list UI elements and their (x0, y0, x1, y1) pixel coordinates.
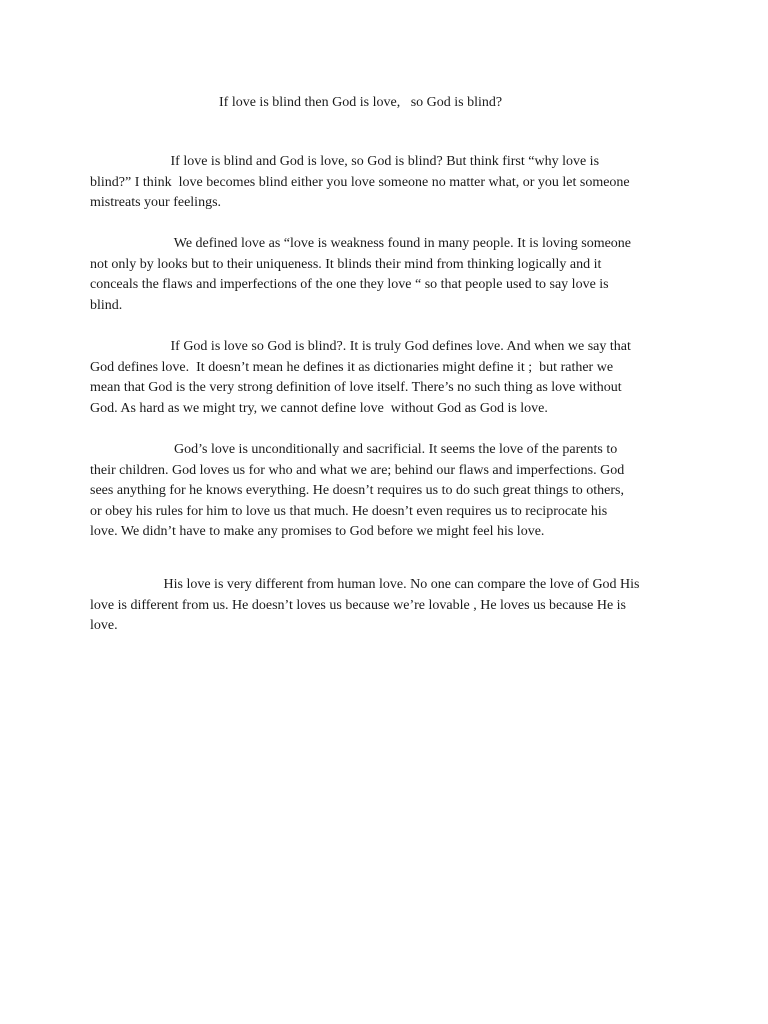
text-line: mistreats your feelings. (90, 195, 222, 211)
text-line: mean that God is the very strong definition of love itself. There’s no such thing as love without (90, 380, 622, 396)
text-line: God defines love. It doesn’t mean he defines it as dictionaries might define it ; but rather we (90, 359, 614, 375)
document-title: If love is blind then God is love, so God is blind? (219, 95, 503, 110)
text-line: If love is blind and God is love, so God is blind? But think first “why love is (90, 154, 600, 169)
text-line: blind?” I think love becomes blind either you love someone no matter what, or you let someone (90, 174, 630, 190)
text-line: conceals the flaws and imperfections of the one they love “ so that people used to say love is (90, 277, 609, 293)
text-line: We defined love as “love is weakness found in many people. It is loving someone (90, 236, 632, 251)
text-line: their children. God loves us for who and what we are; behind our flaws and imperfections. God (90, 462, 625, 478)
text-line: blind. (90, 297, 123, 313)
text-line: love. (90, 618, 118, 634)
paragraph-4 (90, 440, 680, 543)
text-line: If God is love so God is blind?. It is truly God defines love. And when we say that (90, 339, 631, 354)
text-line: love. We didn’t have to make any promises to God before we might feel his love. (90, 524, 545, 540)
paragraph-3 (90, 337, 680, 419)
paragraph-1 (90, 152, 680, 214)
text-line: God’s love is unconditionally and sacrificial. It seems the love of the parents to (90, 442, 618, 457)
text-line: love is different from us. He doesn’t loves us because we’re lovable , He loves us because He is (90, 597, 626, 613)
text-line: sees anything for he knows everything. He doesn’t requires us to do such great things to others, (90, 483, 624, 499)
text-line: or obey his rules for him to love us that much. He doesn’t even requires us to reciprocate his (90, 503, 608, 519)
paragraph-2 (90, 234, 680, 316)
paragraph-5 (90, 575, 680, 637)
text-line: His love is very different from human love. No one can compare the love of God His (90, 577, 640, 592)
text-line: God. As hard as we might try, we cannot define love without God as God is love. (90, 400, 548, 416)
text-line: not only by looks but to their uniqueness. It blinds their mind from thinking logically and it (90, 256, 602, 272)
